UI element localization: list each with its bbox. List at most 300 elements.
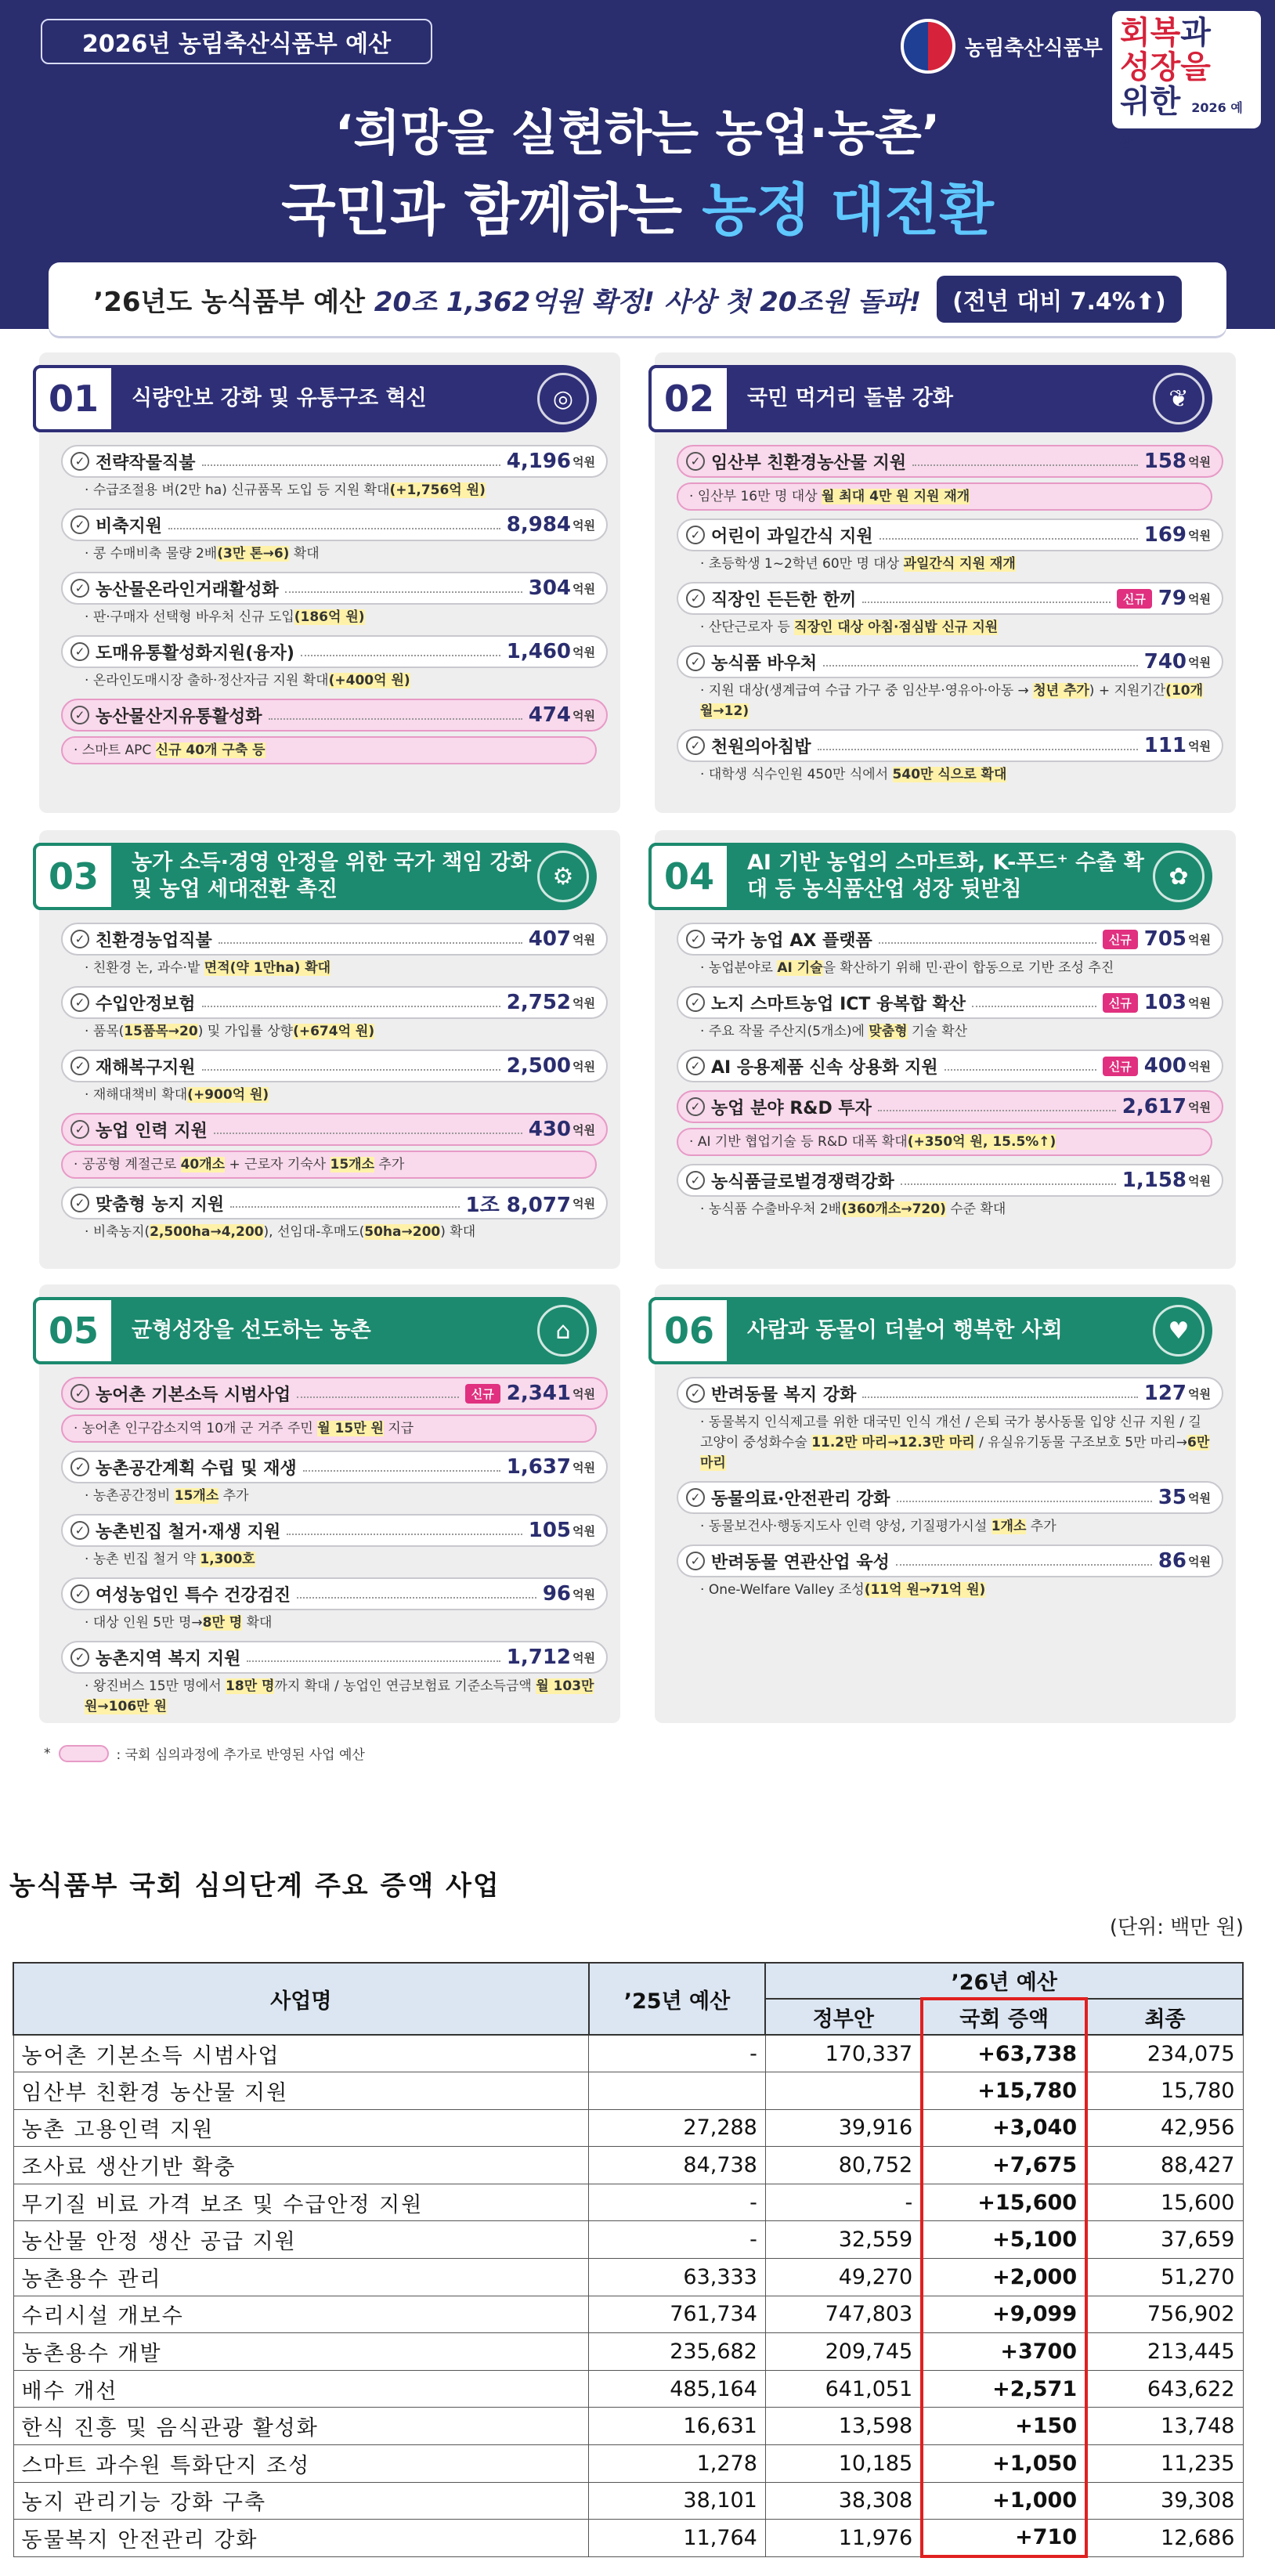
budget-item — [677, 518, 1223, 574]
card-header — [648, 365, 1212, 432]
cell-prev-budget: 84,738 — [589, 2147, 766, 2184]
leader-dots — [202, 1061, 500, 1071]
budget-item — [677, 1545, 1223, 1600]
item-unit: 억원 — [572, 1650, 595, 1665]
check-icon: ✓ — [70, 642, 89, 661]
budget-item — [61, 1577, 608, 1633]
cell-final: 213,445 — [1086, 2333, 1243, 2371]
budget-item — [61, 1451, 608, 1506]
table-row — [13, 2296, 1243, 2333]
description-text: / 유실유기동물 구조보호 5만 마리→ — [974, 1435, 1187, 1451]
bullet-icon: · — [700, 767, 709, 782]
leader-dots — [269, 710, 522, 720]
item-name: 직장인 든든한 한끼 — [711, 590, 857, 610]
description-highlight: (10개월→12) — [700, 683, 1204, 719]
check-icon: ✓ — [70, 930, 89, 948]
bullet-icon: · — [85, 1224, 93, 1240]
cell-prev-budget: - — [589, 2184, 766, 2221]
cell-prev-budget: 63,333 — [589, 2259, 766, 2296]
cell-project-name: 한식 진흥 및 음식관광 활성화 — [13, 2408, 589, 2445]
description-text: ), 선임대-후매도( — [263, 1224, 365, 1240]
description-text: One-Welfare Valley 조성 — [708, 1582, 865, 1598]
category-card-04 — [655, 830, 1236, 1269]
item-description — [61, 1483, 608, 1506]
card-number: 01 — [33, 365, 114, 432]
budget-item-row — [61, 572, 608, 605]
description-highlight: 15개소 — [330, 1157, 375, 1172]
cell-final: 756,902 — [1086, 2296, 1243, 2333]
government-emblem-icon — [901, 19, 955, 74]
item-description — [677, 615, 1223, 638]
item-amount: 2,500 — [506, 1054, 572, 1078]
ministry-logo — [901, 19, 1103, 74]
card-header — [33, 843, 597, 910]
table-row — [13, 2445, 1243, 2483]
budget-highlight: 20조 1,362억원 확정! 사상 첫 20조원 돌파! — [374, 286, 922, 318]
wheat-hand-icon: ❦ — [1153, 373, 1205, 425]
description-text: 농어촌 인구감소지역 10개 군 거주 주민 — [81, 1421, 318, 1436]
card-number: 04 — [648, 843, 730, 910]
item-description — [61, 478, 608, 500]
budget-item-row — [61, 1641, 608, 1674]
description-highlight: 맞춤형 — [869, 1024, 908, 1039]
item-name: 농촌공간계획 수립 및 재생 — [96, 1458, 297, 1479]
description-highlight: 1,300호 — [200, 1552, 255, 1567]
cell-prev-budget: 1,278 — [589, 2445, 766, 2483]
item-amount: 103 — [1143, 991, 1187, 1014]
card-title: 식량안보 강화 및 유통구조 혁신 — [132, 386, 427, 410]
bullet-icon: · — [700, 1414, 709, 1430]
item-name: 맞춤형 농지 지원 — [96, 1194, 225, 1215]
cell-prev-budget: 11,764 — [589, 2520, 766, 2557]
item-unit: 억원 — [572, 581, 595, 596]
card-title: 국민 먹거리 돌봄 강화 — [747, 386, 953, 410]
cell-gov-proposal: 13,598 — [765, 2408, 922, 2445]
budget-item — [677, 923, 1223, 978]
item-description — [61, 1414, 597, 1443]
cell-project-name: 농촌용수 개발 — [13, 2333, 589, 2371]
slogan-word-3: 성장을 — [1120, 49, 1211, 85]
budget-item — [677, 729, 1223, 785]
description-text: 동물복지 인식제고를 위한 대국민 인식 개선 / 은퇴 국가 봉사동물 입양 신규 지원 / 길고양이 중성화수술 — [700, 1414, 1201, 1451]
budget-item — [677, 1090, 1223, 1156]
item-amount: 2,617 — [1121, 1095, 1187, 1118]
budget-item-row — [677, 1090, 1223, 1123]
item-amount: 1조 8,077 — [465, 1193, 572, 1217]
cell-project-name: 농어촌 기본소득 시범사업 — [13, 2035, 589, 2072]
ministry-name: 농림축산식품부 — [965, 36, 1103, 60]
item-name: 농업 분야 R&D 투자 — [711, 1098, 872, 1118]
description-text: 추가 — [374, 1157, 405, 1172]
description-text: 확대 — [242, 1615, 273, 1631]
leader-dots — [818, 741, 1138, 750]
budget-item-row — [61, 1451, 608, 1483]
bullet-icon: · — [85, 1552, 93, 1567]
description-highlight: 8만 명 — [202, 1615, 243, 1631]
description-highlight: (11억 원→71억 원) — [864, 1582, 986, 1598]
item-name: 친환경농업직불 — [96, 930, 212, 951]
budget-item-row — [677, 518, 1223, 551]
check-icon: ✓ — [70, 1384, 89, 1403]
check-icon: ✓ — [686, 1171, 705, 1190]
check-icon: ✓ — [686, 1488, 705, 1507]
budget-summary-text — [93, 280, 921, 319]
budget-item — [61, 986, 608, 1042]
check-icon: ✓ — [686, 736, 705, 755]
item-amount: 169 — [1143, 523, 1187, 547]
cell-prev-budget: - — [589, 2221, 766, 2259]
description-highlight: 신규 40개 구축 등 — [155, 742, 265, 758]
heart-hands-icon: ♥ — [1153, 1305, 1205, 1357]
new-badge: 신규 — [465, 1384, 500, 1404]
header-assembly-increase: 국회 증액 — [922, 1999, 1086, 2035]
leader-dots — [945, 1061, 1096, 1071]
item-description — [677, 1514, 1223, 1537]
category-card-05 — [39, 1284, 620, 1723]
item-name: 반려동물 연관산업 육성 — [711, 1552, 890, 1573]
bullet-icon: · — [74, 742, 82, 758]
cell-project-name: 농촌용수 관리 — [13, 2259, 589, 2296]
item-name: 동물의료·안전관리 강화 — [711, 1489, 890, 1509]
item-name: 어린이 과일간식 지원 — [711, 526, 873, 547]
budget-item — [61, 699, 608, 764]
cell-prev-budget — [589, 2072, 766, 2110]
budget-item-row — [677, 923, 1223, 956]
bullet-icon: · — [85, 482, 93, 498]
legend-asterisk: * — [44, 1745, 51, 1761]
cell-assembly-increase: +63,738 — [922, 2035, 1086, 2072]
cell-project-name: 스마트 과수원 특화단지 조성 — [13, 2445, 589, 2483]
budget-item-row — [61, 1187, 608, 1219]
gear-icon: ⚙ — [537, 851, 589, 902]
leader-dots — [230, 1198, 459, 1208]
item-unit: 억원 — [1188, 454, 1211, 469]
category-card-02 — [655, 352, 1236, 813]
item-description — [677, 551, 1223, 574]
check-icon: ✓ — [70, 1648, 89, 1667]
cell-prev-budget: 38,101 — [589, 2482, 766, 2520]
bullet-icon: · — [700, 1582, 709, 1598]
cell-assembly-increase: +9,099 — [922, 2296, 1086, 2333]
leader-dots — [901, 1176, 1116, 1185]
item-unit: 억원 — [1188, 739, 1211, 753]
budget-item-row — [677, 445, 1223, 478]
description-text: 을 확산하기 위해 민·관이 합동으로 기반 조성 추진 — [822, 960, 1114, 976]
description-highlight: 월 최대 4만 원 지원 재개 — [822, 489, 970, 504]
item-name: 농식품 바우처 — [711, 653, 818, 674]
description-highlight: 청년 추가 — [1033, 683, 1089, 699]
item-name: 국가 농업 AX 플랫폼 — [711, 930, 872, 951]
description-text: 공공형 계절근로 — [81, 1157, 181, 1172]
description-text: 임산부 16만 명 대상 — [697, 489, 822, 504]
budget-item — [61, 508, 608, 564]
card-title: 사람과 동물이 더불어 행복한 사회 — [747, 1318, 1063, 1342]
hand-plant-icon: ✿ — [1153, 851, 1205, 902]
check-icon: ✓ — [70, 579, 89, 598]
bullet-icon: · — [700, 556, 709, 572]
description-text: 확대 — [289, 546, 320, 562]
description-highlight: 18만 명 — [226, 1678, 275, 1694]
legend — [44, 1743, 365, 1763]
item-amount: 111 — [1143, 734, 1187, 757]
item-amount: 407 — [528, 927, 572, 951]
budget-item — [61, 1641, 608, 1717]
cell-prev-budget: 27,288 — [589, 2109, 766, 2147]
item-unit: 억원 — [572, 645, 595, 659]
description-highlight: 2,500ha→4,200 — [150, 1224, 264, 1240]
check-icon: ✓ — [686, 526, 705, 544]
description-highlight: 면적(약 1만ha) 확대 — [204, 960, 331, 976]
item-description — [61, 605, 608, 627]
cell-prev-budget: 761,734 — [589, 2296, 766, 2333]
item-unit: 억원 — [1188, 591, 1211, 606]
budget-item — [677, 986, 1223, 1042]
item-description — [61, 1219, 608, 1242]
description-highlight: 15품목→20 — [124, 1024, 198, 1039]
headline-part-b: 농정 대전환 — [702, 177, 994, 243]
budget-item-row — [677, 582, 1223, 615]
bullet-icon: · — [85, 960, 93, 976]
item-description — [61, 668, 608, 691]
description-highlight: AI 기술 — [777, 960, 823, 976]
description-text: 농업분야로 — [708, 960, 778, 976]
table-row — [13, 2184, 1243, 2221]
budget-item-row — [61, 1113, 608, 1146]
leader-dots — [972, 998, 1096, 1007]
budget-item-row — [61, 508, 608, 541]
slogan-word-2: 과 — [1180, 15, 1211, 51]
leader-dots — [301, 647, 500, 656]
item-unit: 억원 — [572, 1587, 595, 1602]
cell-final: 13,748 — [1086, 2408, 1243, 2445]
item-unit: 억원 — [1188, 1554, 1211, 1569]
leader-dots — [168, 520, 500, 529]
description-highlight: 월 103만 원→106만 원 — [85, 1678, 594, 1714]
budget-item-row — [61, 635, 608, 668]
table-row — [13, 2109, 1243, 2147]
leader-dots — [247, 1653, 500, 1662]
item-unit: 억원 — [1188, 995, 1211, 1010]
leader-dots — [287, 1526, 522, 1535]
item-description — [677, 762, 1223, 785]
description-highlight: 6만 마리 — [700, 1435, 1210, 1471]
cell-final: 39,308 — [1086, 2482, 1243, 2520]
cell-final: 37,659 — [1086, 2221, 1243, 2259]
description-text: 농촌공간정비 — [92, 1488, 175, 1504]
cell-project-name: 농산물 안정 생산 공급 지원 — [13, 2221, 589, 2259]
description-text: 수급조절용 벼(2만 ha) 신규품목 도입 등 지원 확대 — [92, 482, 390, 498]
item-name: 농산물산지유통활성화 — [96, 706, 262, 727]
cell-assembly-increase: +1,000 — [922, 2482, 1086, 2520]
item-description — [677, 1128, 1212, 1156]
description-text: 스마트 APC — [81, 742, 156, 758]
card-number: 03 — [33, 843, 114, 910]
cell-gov-proposal: 209,745 — [765, 2333, 922, 2371]
check-icon: ✓ — [686, 993, 705, 1012]
budget-item — [677, 645, 1223, 721]
cell-project-name: 조사료 생산기반 확충 — [13, 2147, 589, 2184]
header-project-name: 사업명 — [13, 1963, 589, 2035]
slogan-word-4: 위한 — [1120, 84, 1181, 120]
cell-gov-proposal: - — [765, 2184, 922, 2221]
item-unit: 억원 — [572, 995, 595, 1010]
budget-item — [677, 1050, 1223, 1082]
item-description — [677, 956, 1223, 978]
budget-item — [677, 582, 1223, 638]
cell-final: 51,270 — [1086, 2259, 1243, 2296]
description-text: 비축농지( — [92, 1224, 150, 1240]
cell-prev-budget: 485,164 — [589, 2370, 766, 2408]
cell-assembly-increase: +3700 — [922, 2333, 1086, 2371]
cell-gov-proposal: 10,185 — [765, 2445, 922, 2483]
table-row — [13, 2035, 1243, 2072]
globe-icon: ◎ — [537, 373, 589, 425]
leader-dots — [896, 1556, 1152, 1566]
cell-project-name: 임산부 친환경 농산물 지원 — [13, 2072, 589, 2110]
cell-final: 643,622 — [1086, 2370, 1243, 2408]
cell-final: 88,427 — [1086, 2147, 1243, 2184]
cell-final: 11,235 — [1086, 2445, 1243, 2483]
card-header — [33, 1297, 597, 1364]
check-icon: ✓ — [70, 452, 89, 471]
card-title: 농가 소득·경영 안정을 위한 국가 책임 강화 및 농업 세대전환 촉진 — [132, 851, 532, 901]
leader-dots — [823, 657, 1138, 667]
item-name: 여성농업인 특수 건강검진 — [96, 1585, 291, 1606]
description-text: 대학생 식수인원 450만 식에서 — [708, 767, 893, 782]
leader-dots — [912, 457, 1138, 466]
item-description — [61, 541, 608, 564]
description-text: 재해대책비 확대 — [92, 1087, 188, 1103]
description-highlight: 50ha→200 — [364, 1224, 441, 1240]
budget-item — [61, 1113, 608, 1179]
leader-dots — [202, 457, 500, 466]
item-amount: 1,460 — [506, 640, 572, 663]
description-highlight: (+1,756억 원) — [389, 482, 486, 498]
budget-item — [61, 923, 608, 978]
item-amount: 158 — [1143, 450, 1187, 473]
budget-item-row — [61, 445, 608, 478]
leader-dots — [879, 934, 1096, 944]
item-amount: 2,752 — [506, 991, 572, 1014]
item-description — [61, 1674, 608, 1717]
table-row — [13, 2147, 1243, 2184]
budget-item-row — [61, 1377, 608, 1410]
description-highlight: (186억 원) — [294, 609, 365, 625]
card-number: 02 — [648, 365, 730, 432]
legend-text: : 국회 심의과정에 추가로 반영된 사업 예산 — [116, 1747, 365, 1763]
budget-item — [677, 1164, 1223, 1219]
check-icon: ✓ — [70, 1458, 89, 1476]
category-card-03 — [39, 830, 620, 1269]
budget-increase-table — [13, 1962, 1244, 2558]
item-name: 재해복구지원 — [96, 1057, 196, 1078]
description-highlight: 40개소 — [180, 1157, 226, 1172]
description-text: ) + 지원기간 — [1089, 683, 1166, 699]
budget-item — [61, 445, 608, 500]
item-name: 농업 인력 지원 — [96, 1121, 208, 1141]
bullet-icon: · — [85, 1615, 93, 1631]
growth-badge: (전년 대비 7.4%⬆) — [937, 276, 1182, 323]
budget-item-row — [61, 1514, 608, 1547]
new-badge: 신규 — [1103, 930, 1138, 949]
budget-item-row — [677, 729, 1223, 762]
bullet-icon: · — [74, 1157, 82, 1172]
description-highlight: (+400억 원) — [328, 673, 410, 688]
header-gov-proposal: 정부안 — [765, 1999, 922, 2035]
leader-dots — [862, 594, 1111, 603]
description-text: 친환경 논, 과수·밭 — [92, 960, 204, 976]
item-unit: 억원 — [1188, 1059, 1211, 1074]
item-amount: 4,196 — [506, 450, 572, 473]
cell-assembly-increase: +5,100 — [922, 2221, 1086, 2259]
bullet-icon: · — [85, 1678, 93, 1694]
cell-gov-proposal: 170,337 — [765, 2035, 922, 2072]
description-text: ) 확대 — [440, 1224, 476, 1240]
description-text: 농촌 빈집 철거 약 — [92, 1552, 200, 1567]
check-icon: ✓ — [70, 706, 89, 724]
cell-project-name: 배수 개선 — [13, 2370, 589, 2408]
item-unit: 억원 — [1188, 1173, 1211, 1188]
item-description — [61, 1610, 608, 1633]
description-highlight: (3만 톤→6) — [217, 546, 290, 562]
leader-dots — [862, 1389, 1137, 1398]
legend-swatch — [59, 1745, 109, 1762]
budget-item-row — [61, 1050, 608, 1082]
check-icon: ✓ — [686, 1384, 705, 1403]
cell-gov-proposal: 747,803 — [765, 2296, 922, 2333]
item-name: 노지 스마트농업 ICT 융복합 확산 — [711, 994, 966, 1014]
bullet-icon: · — [689, 489, 698, 504]
table-row — [13, 2482, 1243, 2520]
item-amount: 740 — [1143, 650, 1187, 674]
table-row — [13, 2370, 1243, 2408]
table-body — [13, 2035, 1243, 2556]
item-description — [677, 678, 1223, 721]
cell-gov-proposal: 39,916 — [765, 2109, 922, 2147]
item-description — [677, 1197, 1223, 1219]
cell-assembly-increase: +15,780 — [922, 2072, 1086, 2110]
budget-item-row — [677, 1545, 1223, 1577]
bullet-icon: · — [74, 1421, 82, 1436]
item-name: 반려동물 복지 강화 — [711, 1385, 857, 1405]
cell-gov-proposal: 38,308 — [765, 2482, 922, 2520]
item-unit: 억원 — [572, 454, 595, 469]
card-title: 균형성장을 선도하는 농촌 — [132, 1318, 371, 1342]
bullet-icon: · — [700, 1201, 709, 1217]
item-name: 농어촌 기본소득 시범사업 — [96, 1385, 291, 1405]
description-highlight: 540만 식으로 확대 — [892, 767, 1007, 782]
header-final: 최종 — [1086, 1999, 1243, 2035]
item-amount: 304 — [528, 576, 572, 600]
check-icon: ✓ — [70, 1194, 89, 1212]
description-text: 수준 확대 — [945, 1201, 1006, 1217]
cell-gov-proposal: 80,752 — [765, 2147, 922, 2184]
description-text: ) 및 가입률 상향 — [197, 1024, 294, 1039]
item-amount: 79 — [1158, 587, 1187, 610]
leader-dots — [219, 934, 522, 944]
cell-gov-proposal: 49,270 — [765, 2259, 922, 2296]
item-amount: 96 — [542, 1582, 572, 1606]
description-highlight: 과일간식 지원 재개 — [903, 556, 1016, 572]
item-unit: 억원 — [1188, 932, 1211, 947]
check-icon: ✓ — [686, 589, 705, 608]
leader-dots — [202, 998, 500, 1007]
category-card-06 — [655, 1284, 1236, 1723]
cell-project-name: 농촌 고용인력 지원 — [13, 2109, 589, 2147]
item-name: 농식품글로벌경쟁력강화 — [711, 1172, 894, 1192]
cell-assembly-increase: +710 — [922, 2520, 1086, 2557]
budget-item — [61, 1377, 608, 1443]
